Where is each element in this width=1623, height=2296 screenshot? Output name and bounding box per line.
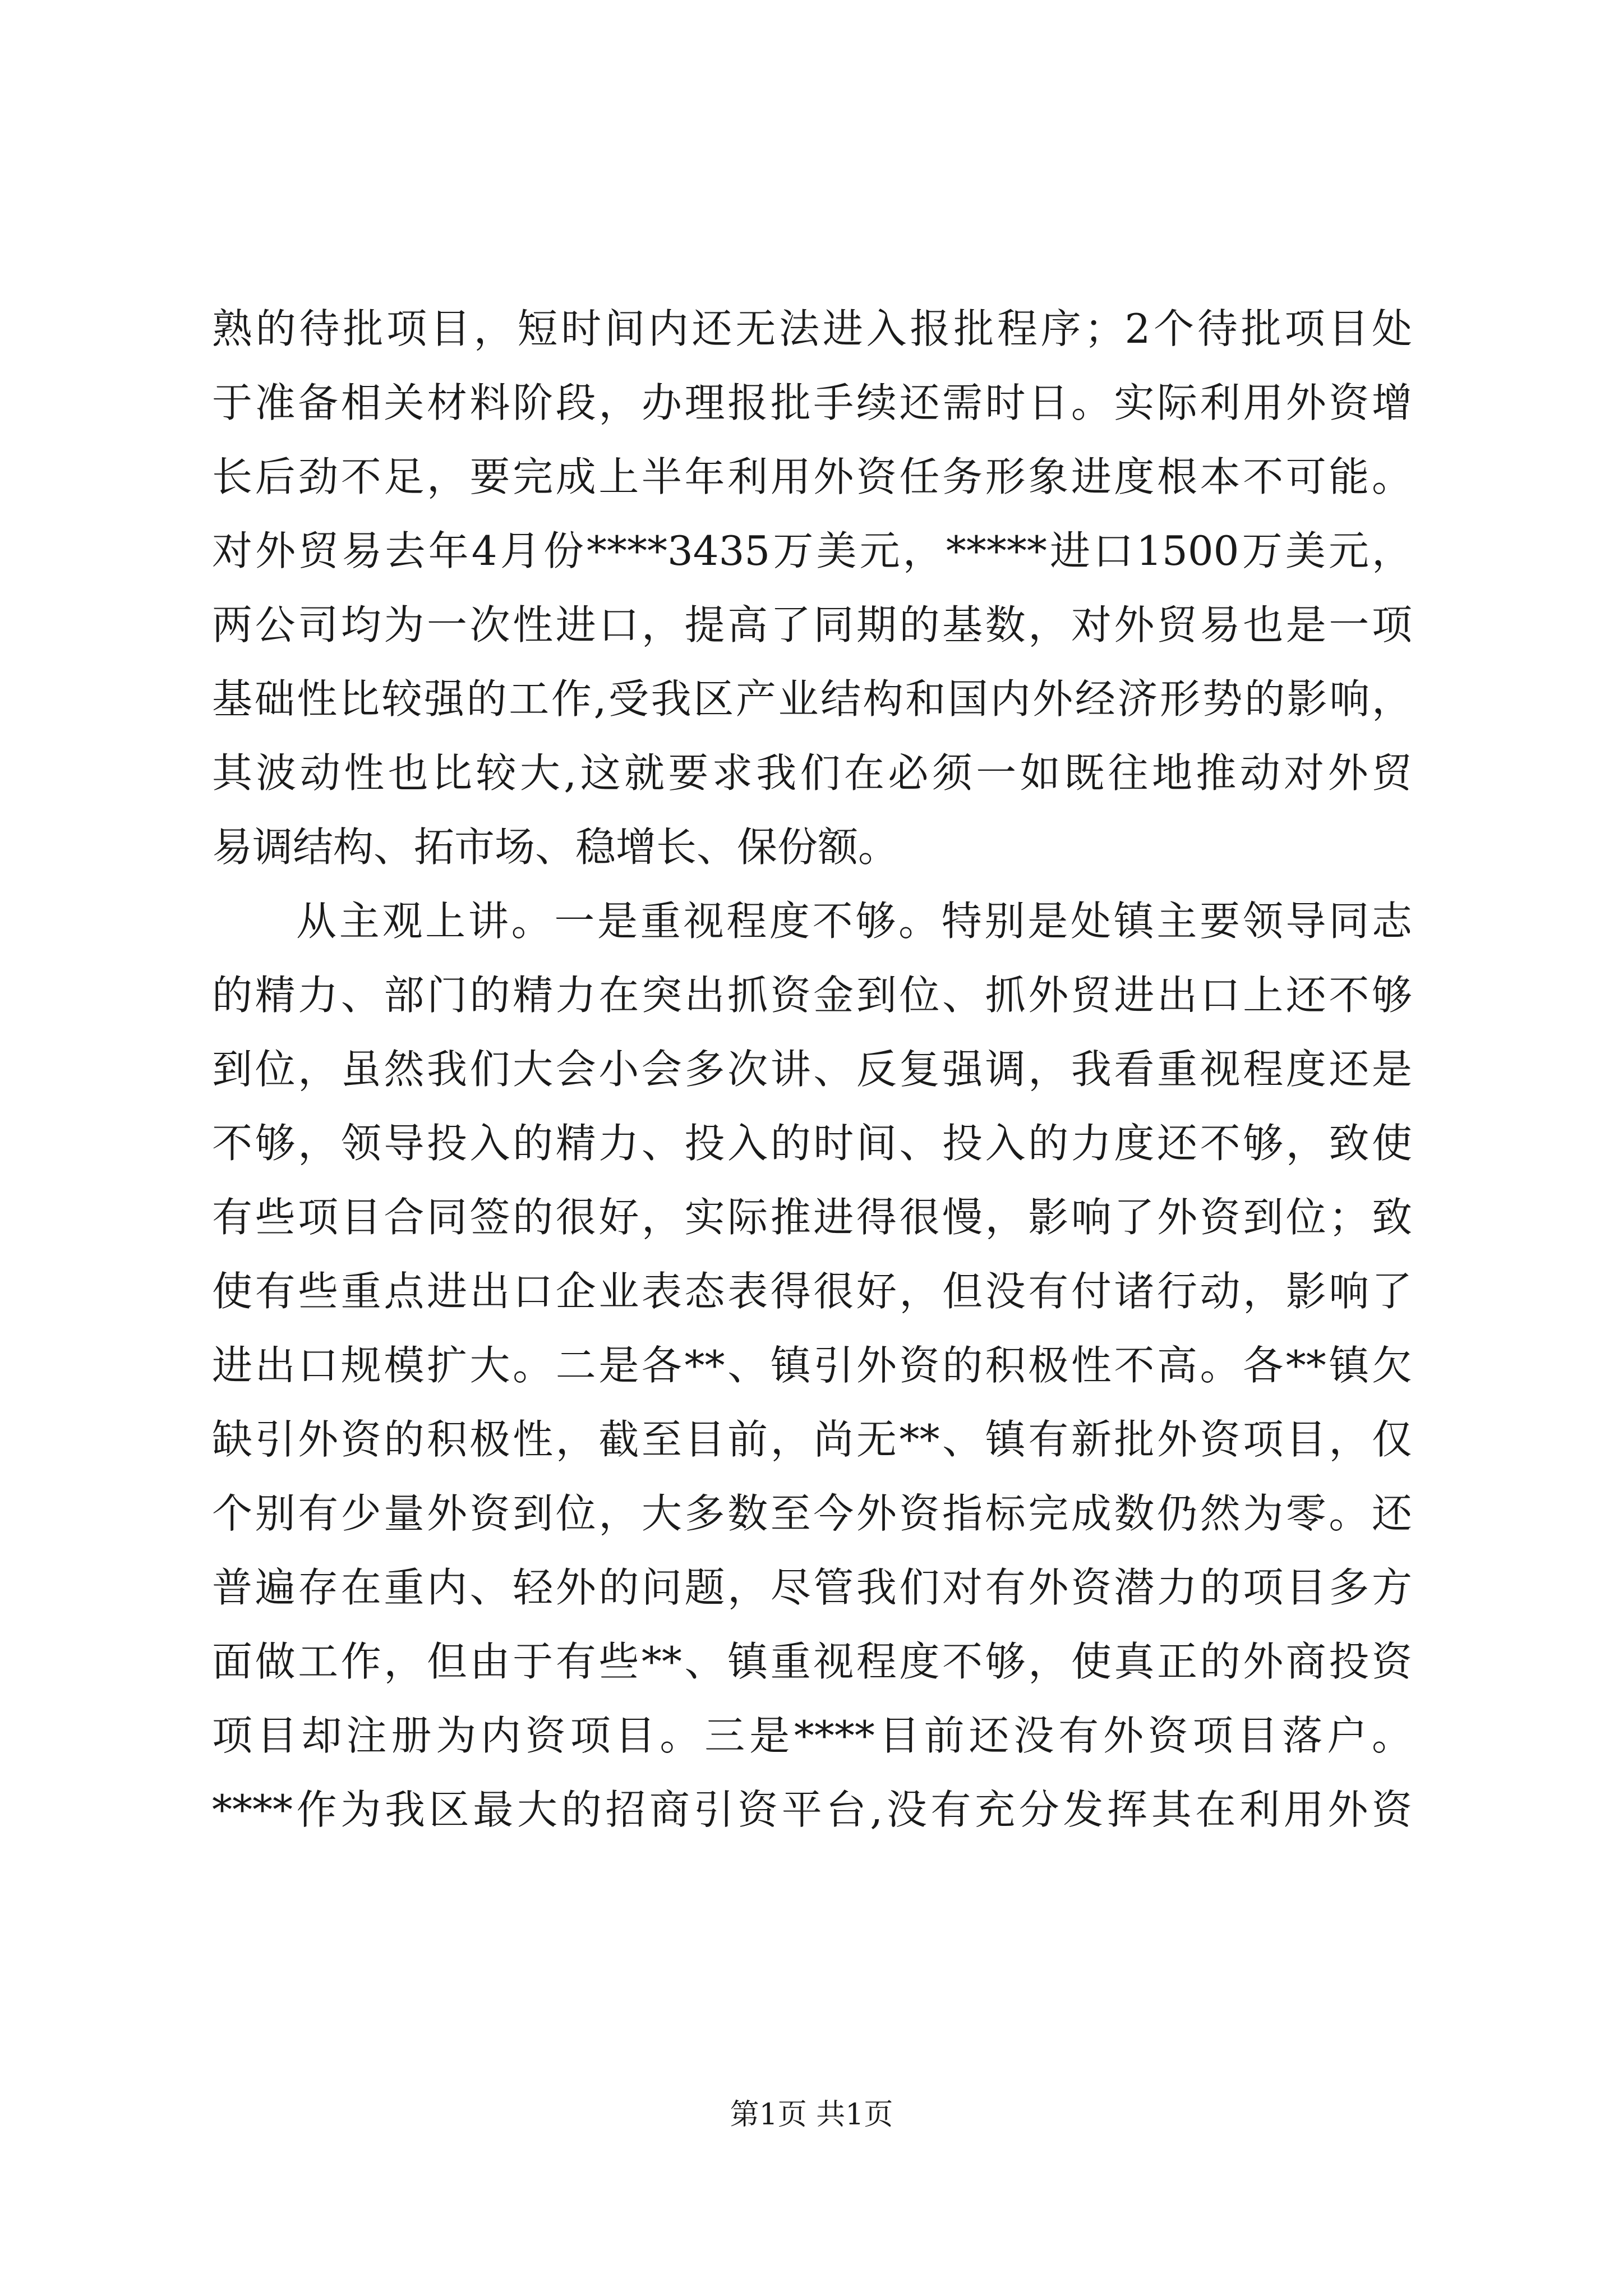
text-line: 项目却注册为内资项目。三是****目前还没有外资项目落户。	[212, 1712, 1412, 1759]
page-footer: 第1页 共1页	[730, 2098, 893, 2132]
text-line: 其波动性也比较大,这就要求我们在必须一如既往地推动对外贸	[212, 749, 1412, 797]
text-line: 熟的待批项目，短时间内还无法进入报批程序；2个待批项目处	[212, 305, 1412, 352]
text-line: 长后劲不足，要完成上半年利用外资任务形象进度根本不可能。	[212, 453, 1412, 500]
text-line: 面做工作，但由于有些**、镇重视程度不够，使真正的外商投资	[212, 1638, 1412, 1685]
text-line: 不够，领导投入的精力、投入的时间、投入的力度还不够，致使	[212, 1120, 1412, 1167]
text-line: 从主观上讲。一是重视程度不够。特别是处镇主要领导同志	[296, 898, 1412, 945]
text-line: 基础性比较强的工作,受我区产业结构和国内外经济形势的影响，	[212, 675, 1412, 723]
text-line: 的精力、部门的精力在突出抓资金到位、抓外贸进出口上还不够	[212, 972, 1412, 1019]
text-line: ****作为我区最大的招商引资平台,没有充分发挥其在利用外资	[212, 1786, 1412, 1833]
text-line: 有些项目合同签的很好，实际推进得很慢，影响了外资到位；致	[212, 1194, 1412, 1241]
text-line: 普遍存在重内、轻外的问题，尽管我们对有外资潜力的项目多方	[212, 1564, 1412, 1611]
text-line: 进出口规模扩大。二是各**、镇引外资的积极性不高。各**镇欠	[212, 1342, 1412, 1389]
text-line: 两公司均为一次性进口，提高了同期的基数，对外贸易也是一项	[212, 601, 1412, 648]
text-line: 到位，虽然我们大会小会多次讲、反复强调，我看重视程度还是	[212, 1046, 1412, 1093]
document-body	[212, 292, 1412, 1847]
text-line: 于准备相关材料阶段，办理报批手续还需时日。实际利用外资增	[212, 379, 1412, 426]
text-line: 个别有少量外资到位，大多数至今外资指标完成数仍然为零。还	[212, 1490, 1412, 1537]
text-line: 易调结构、拓市场、稳增长、保份额。	[212, 823, 899, 871]
text-line: 缺引外资的积极性，截至目前，尚无**、镇有新批外资项目，仅	[212, 1416, 1412, 1463]
text-line: 对外贸易去年4月份****3435万美元，*****进口1500万美元，	[212, 527, 1412, 574]
text-line: 使有些重点进出口企业表态表得很好，但没有付诸行动，影响了	[212, 1268, 1412, 1315]
